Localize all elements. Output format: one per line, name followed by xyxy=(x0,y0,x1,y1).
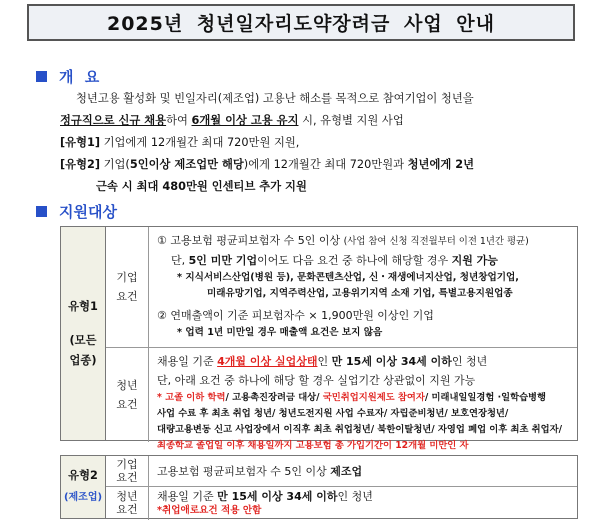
company-req-1-note-1: * 지식서비스산업(병원 등), 문화콘텐츠산업, 신・재생에너지산업, 청년창업기업, xyxy=(177,272,519,283)
section-overview-heading xyxy=(36,66,102,87)
type2-youth-note: *취업애로요건 적용 안함 xyxy=(157,505,262,516)
overview-type1: [유형1] 기업에게 12개월간 최대 720만원 지원, xyxy=(60,136,300,149)
overview-type2: [유형2] 기업(5인이상 제조업만 해당)에게 12개월간 최대 720만원과 청년에게 2년 xyxy=(60,158,474,171)
overview-line-1: 청년고용 활성화 및 빈일자리(제조업) 고용난 해소를 목적으로 참여기업이 청년을 xyxy=(76,92,474,105)
type1-youth-label: 청년 요건 xyxy=(106,347,149,442)
type2-company-requirements: 고용보험 평균피보험자 수 5인 이상 제조업 xyxy=(157,465,363,478)
row-divider xyxy=(106,486,577,487)
overview-text xyxy=(60,88,580,198)
type1-cell: 유형1 (모든 업종) xyxy=(61,227,106,440)
bullet-square-icon xyxy=(36,71,47,82)
youth-req-2: 단, 아래 요건 중 하나에 해당 할 경우 실업기간 상관없이 지원 가능 xyxy=(157,374,476,387)
overview-line-2: 정규직으로 신규 채용하여 6개월 이상 고용 유지 시, 유형별 지원 사업 xyxy=(60,114,404,127)
type2-card xyxy=(60,455,578,519)
row-divider xyxy=(106,347,577,348)
type1-company-requirements xyxy=(157,231,573,341)
company-req-2: ② 연매출액이 기준 피보험자수 × 1,900만원 이상인 기업 xyxy=(157,309,434,322)
section-eligibility-label: 지원대상 xyxy=(59,203,117,221)
type1-youth-requirements xyxy=(157,352,573,454)
type2-youth-requirements: 채용일 기준 만 15세 이상 34세 이하인 청년 *취업애로요건 적용 안함 xyxy=(157,489,573,518)
overview-type2-line2: 근속 시 최대 480만원 인센티브 추가 지원 xyxy=(96,180,307,193)
company-req-1-exception: 단, 5인 미만 기업이어도 다음 요건 중 하나에 해당할 경우 지원 가능 xyxy=(171,254,498,267)
title-box xyxy=(27,4,575,41)
type1-company-label: 기업 요건 xyxy=(106,227,149,347)
type1-card xyxy=(60,226,578,451)
type2-youth-label: 청년 요건 xyxy=(106,486,149,520)
section-overview-label: 개 요 xyxy=(59,68,103,86)
youth-note-4: 최종학교 졸업일 이후 채용일까지 고용보험 총 가입기간이 12개월 미만인 자 xyxy=(157,440,469,451)
youth-req-1: 채용일 기준 4개월 이상 실업상태인 만 15세 이상 34세 이하인 청년 xyxy=(157,355,488,368)
page-title: 2025년 청년일자리도약장려금 사업 안내 xyxy=(106,13,496,35)
type2-company-label: 기업 요건 xyxy=(106,456,149,486)
company-req-1: ① 고용보험 평균피보험자 수 5인 이상 (사업 참여 신청 직전월부터 이전 1년간 평균) xyxy=(157,234,529,247)
company-req-1-note-2: 미래유망기업, 지역주력산업, 고용위기지역 소재 기업, 특별고용지원업종 xyxy=(207,288,513,299)
youth-note-1: * 고졸 이하 학력/ 고용촉진장려금 대상/ 국민취업지원제도 참여자/ 미래내일일경험 ·일학습병행 xyxy=(157,392,547,403)
company-req-2-note: * 업력 1년 미만일 경우 매출액 요건은 보지 않음 xyxy=(177,327,383,338)
section-eligibility-heading xyxy=(36,201,117,222)
youth-note-3: 대량고용변동 신고 사업장에서 이직후 최초 취업청년/ 북한이탈청년/ 자영업 폐업 이후 최초 취업자/ xyxy=(157,424,563,435)
bullet-square-icon xyxy=(36,206,47,217)
youth-note-2: 사업 수료 후 최초 취업 청년/ 청년도전지원 사업 수료자/ 자립준비청년/ 보호연장청년/ xyxy=(157,408,509,419)
type2-cell: 유형2 (제조업) xyxy=(61,456,106,518)
